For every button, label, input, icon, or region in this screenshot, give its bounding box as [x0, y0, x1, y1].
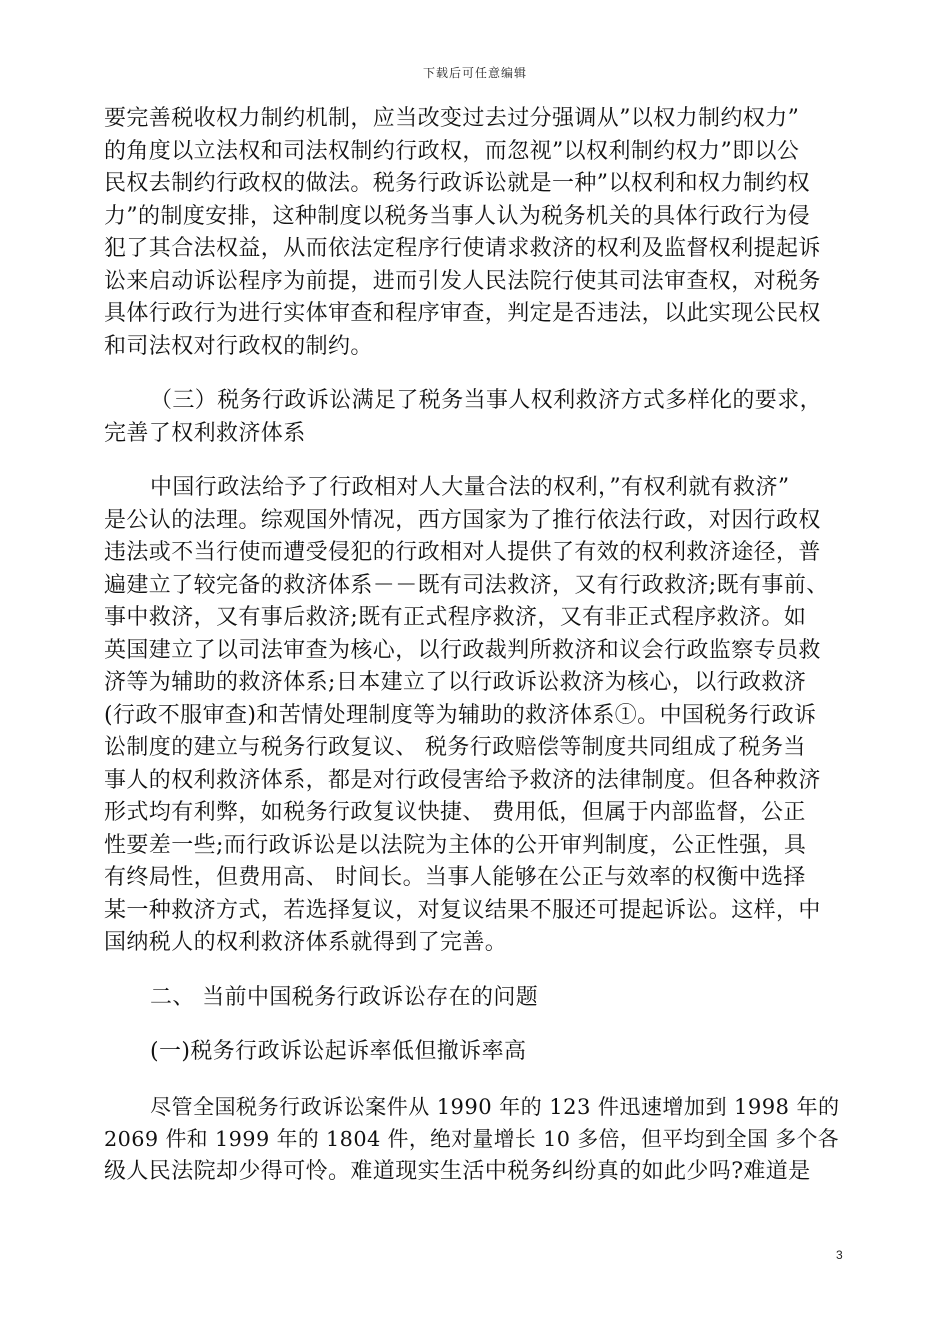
paragraph-1	[104, 103, 846, 363]
page-number: 3	[836, 1248, 843, 1262]
text-line: 力”的制度安排，这种制度以税务当事人认为税务机关的具体行政行为侵	[104, 203, 811, 229]
text-line: 违法或不当行使而遭受侵犯的行政相对人提供了有效的权利救济途径，普	[104, 540, 821, 565]
text-line: 某一种救济方式，若选择复议，对复议结果不服还可提起诉讼。这样，中	[104, 897, 821, 923]
section-heading-3	[104, 385, 846, 450]
text-line: 济等为辅助的救济体系;日本建立了以行政诉讼救济为核心，以行政救济	[104, 670, 807, 695]
text-line: 国纳税人的权利救济体系就得到了完善。	[104, 930, 508, 955]
text-line: 要完善税收权力制约机制，应当改变过去过分强调从”以权力制约权力”	[104, 106, 800, 131]
paragraph-6	[104, 1091, 846, 1189]
text-line: 具体行政行为进行实体审查和程序审查，判定是否违法，以此实现公民权	[104, 301, 821, 326]
section-heading-2	[104, 982, 846, 1015]
heading-line: 完善了权利救济体系	[104, 420, 306, 446]
text-line: 形式均有利弊，如税务行政复议快捷、 费用低，但属于内部监督，公正	[104, 800, 806, 825]
heading-line: （三）税务行政诉讼满足了税务当事人权利救济方式多样化的要求，	[150, 388, 823, 413]
text-line: 级人民法院却少得可怜。难道现实生活中税务纠纷真的如此少吗?难道是	[104, 1158, 811, 1184]
text-line: 民权去制约行政权的做法。税务行政诉讼就是一种”以权利和权力制约权	[104, 171, 811, 196]
text-line: 的角度以立法权和司法权制约行政权，而忽视”以权利制约权力”即以公	[104, 138, 800, 164]
text-line: 是公认的法理。综观国外情况，西方国家为了推行依法行政，对因行政权	[104, 507, 821, 533]
paragraph-3	[104, 472, 846, 960]
subsection-heading-1	[104, 1036, 846, 1069]
text-line: 有终局性，但费用高、 时间长。当事人能够在公正与效率的权衡中选择	[104, 865, 806, 890]
document-body	[104, 103, 846, 1188]
text-line: 尽管全国税务行政诉讼案件从 1990 年的 123 件迅速增加到 1998 年的	[150, 1093, 840, 1119]
text-line: 讼来启动诉讼程序为前提，进而引发人民法院行使其司法审查权，对税务	[104, 268, 821, 294]
text-line: 事人的权利救济体系，都是对行政侵害给予救济的法律制度。但各种救济	[104, 767, 821, 793]
text-line: 讼制度的建立与税务行政复议、 税务行政赔偿等制度共同组成了税务当	[104, 735, 806, 760]
text-line: 犯了其合法权益，从而依法定程序行使请求救济的权利及监督权利提起诉	[104, 236, 821, 261]
text-line: 性要差一些;而行政诉讼是以法院为主体的公开审判制度，公正性强，具	[104, 832, 807, 858]
text-line: 事中救济，又有事后救济;既有正式程序救济，又有非正式程序救济。如	[104, 605, 807, 630]
text-line: 遍建立了较完备的救济体系－－既有司法救济，又有行政救济;既有事前、	[104, 572, 829, 598]
text-line: 中国行政法给予了行政相对人大量合法的权利，”有权利就有救济”	[150, 475, 790, 500]
text-line: 和司法权对行政权的制约。	[104, 333, 373, 359]
heading-line: (一)税务行政诉讼起诉率低但撤诉率高	[150, 1039, 527, 1064]
heading-line: 二、 当前中国税务行政诉讼存在的问题	[150, 984, 539, 1010]
text-line: (行政不服审查)和苦情处理制度等为辅助的救济体系①。中国税务行政诉	[104, 702, 817, 728]
text-line: 英国建立了以司法审查为核心，以行政裁判所救济和议会行政监察专员救	[104, 637, 821, 663]
header-note: 下载后可任意编辑	[422, 66, 527, 80]
text-line: 2069 件和 1999 年的 1804 件，绝对量增长 10 多倍，但平均到全国 多个各	[104, 1127, 839, 1151]
